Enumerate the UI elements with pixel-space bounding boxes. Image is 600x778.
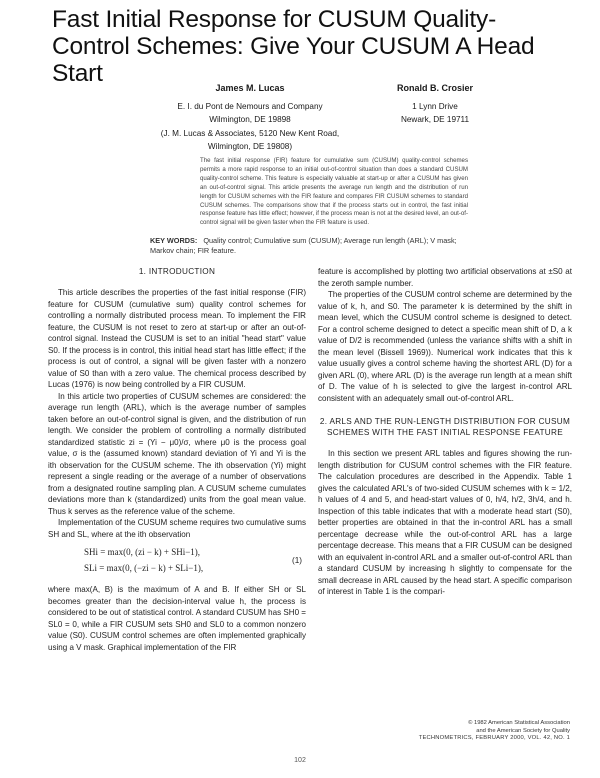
paragraph: This article describes the properties of the fast initial response (FIR) feature for CUSUM (cumulative sum) quality control schemes for controlling a normally distributed process mean. To implement the FIR feature, the CUSUM is not reset to zero at start-up or after an out-of-control signal. Instead the CUSUM is set to an initial "head start" value S0. If the process is in control, this initial head start has little effect; if the process is out of control, a signal will be given faster with a nonzero value of S0 than with a zero value. The chemical process described by Lucas (1976) is now being controlled by a FIR CUSUM. (48, 288, 306, 389)
right-column (318, 266, 572, 598)
affiliation-line: Wilmington, DE 19898 (209, 115, 291, 124)
footer-line: and the American Society for Quality (476, 727, 570, 734)
paragraph: In this section we present ARL tables and figures showing the run-length distribution for CUSUM control schemes with the FIR feature. The calculation procedures are described in the Appendix. Table 1 gives the calculated ARL's of two-sided CUSUM schemes with k = 1/2, h values of 4 and 5, and head-start values of 0, h/4, h/2, 3h/4, and h. Inspection of this table indicates that with a moderate head start (S0), better properties are obtained in that the in-control ARL has a small percentage decrease while the out-of-control ARL has a large percentage decrease. This means that a FIR CUSUM can be designed with an equivalent in-control ARL and a smaller out-of-control ARL than a standard CUSUM by increasing h slightly to compensate for the small decrease in ARL caused by the head start. A specific comparison of interest in Table 1 is the compari- (318, 449, 572, 596)
paragraph: where max(A, B) is the maximum of A and B. If either SH or SL becomes greater than the decision-interval value h, the process is considered to be out of statistical control. A standard CUSUM has SH0 = SL0 = 0, while a FIR CUSUM sets SH0 and SL0 to a common nonzero value (S0). CUSUM control schemes are often implemented graphically using a V mask. Graphical implementation of the FIR (48, 585, 306, 652)
paragraph: Implementation of the CUSUM scheme requires two cumulative sums SH and SL, where at the ith observation (48, 518, 306, 539)
affiliation-line: E. I. du Pont de Nemours and Company (177, 101, 323, 111)
keywords-text: Quality control; Cumulative sum (CUSUM); Average run length (ARL); V mask; Markov chain; FIR feature. (150, 236, 457, 255)
affiliation-line: Newark, DE 19711 (400, 115, 470, 124)
copyright-footer (370, 720, 570, 743)
equation-line: SLi = max(0, (−zi − k) + SLi−1), (84, 563, 204, 573)
equation-block (48, 545, 306, 579)
author-name: James M. Lucas (215, 83, 285, 93)
paragraph: feature is accomplished by plotting two artificial observations at ±S0 at the zeroth sample number. (318, 267, 572, 288)
keywords (150, 236, 480, 256)
paragraph: The properties of the CUSUM control scheme are determined by the value of k, h, and S0. The parameter k is determined by the shift in mean level, which the CUSUM control scheme is designed to detect. For a control scheme designed to detect a specific mean shift of D, a k value of D/2 is recommended (unless the variance shifts with a shift in the mean level (Bissell 1969)). Numerical work indicates that this k value usually gives a control scheme having the shortest ARL (D) for a given ARL (0), where ARL (D) is the average run length at a mean shift of D. The value of h is selected to give the largest in-control ARL consistent with an adequately small out-of-control ARL. (318, 290, 572, 403)
keywords-label: KEY WORDS: (150, 236, 198, 245)
author-block-crosier (380, 82, 490, 127)
page-number: 102 (294, 757, 306, 764)
paragraph: In this article two properties of CUSUM schemes are considered: the average run length (ARL), which is the average number of samples taken before an out-of-control signal is given, and the distribution of run length. We consider the problem of controlling a normally distributed standardized statistic zi = (Yi − μ0)/σ, where μ0 is the process goal value, σ is the (assumed known) standard deviation of Yi and Yi is the ith observation for the CUSUM scheme. The ith observation (Yi) might represent a single reading or the average of a number of observations from a designated routine sampling plan. A CUSUM scheme cumulates deviations more than k (standardized) units from the goal mean value. Thus k serves as the reference value of the scheme. (48, 391, 306, 516)
affiliation-line: 1 Lynn Drive (412, 101, 458, 111)
footer-line: © 1982 American Statistical Association (468, 720, 570, 726)
author-name: Ronald B. Crosier (396, 83, 473, 93)
affiliation-line: Wilmington, DE 19808) (207, 142, 293, 151)
abstract: The fast initial response (FIR) feature for cumulative sum (CUSUM) quality-control schemes permits a more rapid response to an initial out-of-control situation than does a standard CUSUM quality-control scheme. This feature is especially valuable at start-up or after a CUSUM has given an out-of-control signal. This article presents the average run length and the distribution of run length for CUSUM schemes with the FIR feature and compares FIR CUSUM schemes to standard CUSUM schemes. The comparisons show that if the process starts out in control, the fast initial response feature has little effect; however, if the process mean is not at the desired level, an out-of-control signal will be given faster when the FIR feature is used. (200, 157, 468, 227)
section-heading-introduction: 1. INTRODUCTION (138, 267, 216, 276)
affiliation-line: (J. M. Lucas & Associates, 5120 New Kent Road, (160, 128, 340, 138)
left-column (48, 266, 306, 653)
author-block-lucas (150, 82, 350, 154)
equation-number: (1) (291, 556, 302, 565)
equation-line: SHi = max(0, (zi − k) + SHi−1), (84, 547, 201, 557)
paper-title: Fast Initial Response for CUSUM Quality-Control Schemes: Give Your CUSUM A Head Start (52, 6, 535, 87)
footer-journal-line: TECHNOMETRICS, FEBRUARY 2000, VOL. 42, NO. 1 (418, 735, 570, 742)
section-heading-arls: 2. ARLS AND THE RUN-LENGTH DISTRIBUTION FOR CUSUM SCHEMES WITH THE FAST INITIAL RESPONSE FEATURE (319, 417, 571, 437)
